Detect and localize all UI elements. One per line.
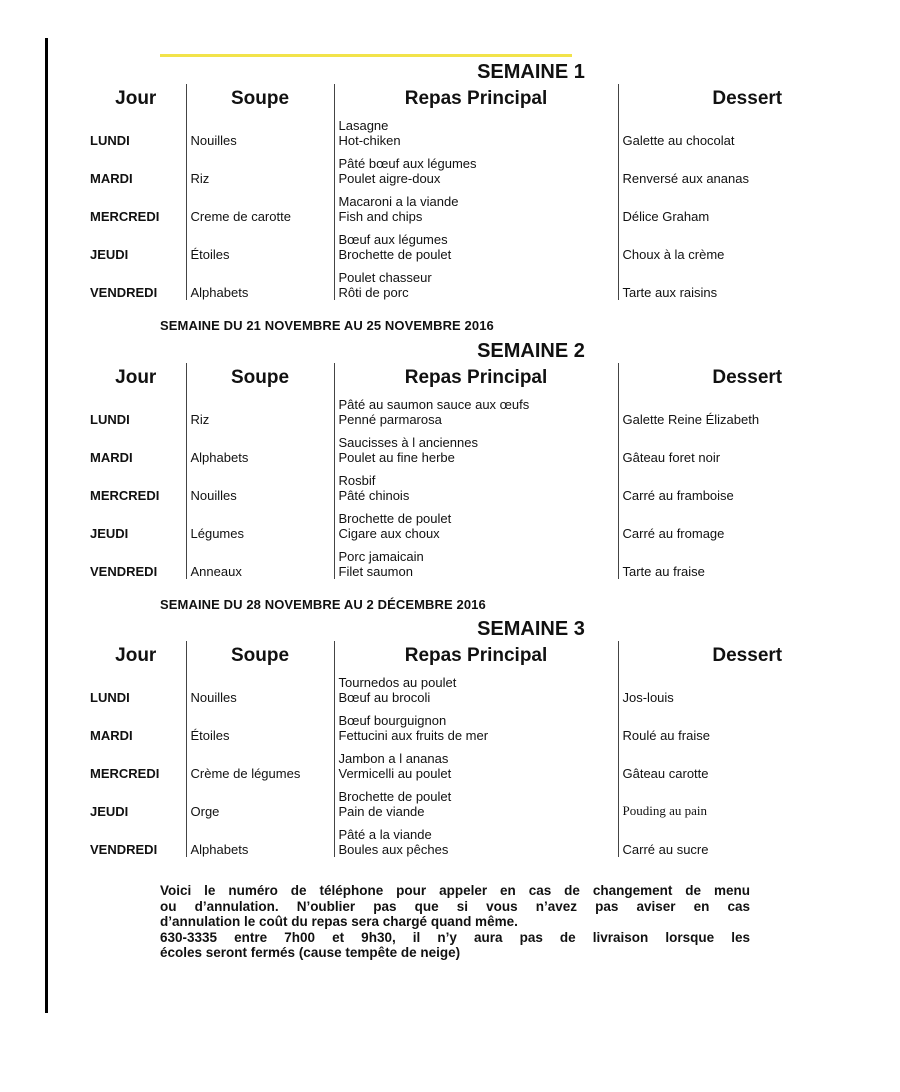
main-dish-cell xyxy=(334,465,618,503)
main-dish-cell xyxy=(334,186,618,224)
table-row xyxy=(86,781,876,819)
dessert-cell: Carré au sucre xyxy=(618,819,876,857)
soup-cell: Étoiles xyxy=(186,705,334,743)
table-row xyxy=(86,819,876,857)
table-row xyxy=(86,465,876,503)
dessert-cell: Galette Reine Élizabeth xyxy=(618,389,876,427)
table-row xyxy=(86,503,876,541)
column-header-main: Repas Principal xyxy=(334,363,618,389)
dessert-cell: Choux à la crème xyxy=(618,224,876,262)
dessert-cell: Renversé aux ananas xyxy=(618,148,876,186)
week-title: SEMAINE 2 xyxy=(477,340,585,362)
main-dish-cell xyxy=(334,705,618,743)
column-header-main: Repas Principal xyxy=(334,84,618,110)
day-cell: MERCREDI xyxy=(90,766,160,781)
table-row xyxy=(86,186,876,224)
day-cell: VENDREDI xyxy=(90,285,158,300)
soup-cell: Alphabets xyxy=(186,427,334,465)
day-cell: MARDI xyxy=(90,171,133,186)
day-cell: MARDI xyxy=(90,450,133,465)
day-cell: MERCREDI xyxy=(90,209,160,224)
week-title: SEMAINE 1 xyxy=(477,61,585,83)
table-row xyxy=(86,110,876,148)
main-dish-cell xyxy=(334,224,618,262)
main-dish-2: Rôti de porc xyxy=(338,285,409,300)
main-dish-1: Pâté au saumon sauce aux œufs xyxy=(338,397,530,412)
day-cell: LUNDI xyxy=(90,133,130,148)
dessert-cell: Gâteau foret noir xyxy=(618,427,876,465)
main-dish-1: Pâté a la viande xyxy=(338,827,432,842)
main-dish-2: Boules aux pêches xyxy=(338,842,449,857)
soup-cell: Nouilles xyxy=(186,667,334,705)
notice-line: écoles seront fermés (cause tempête de neige) xyxy=(160,945,461,960)
main-dish-2: Fish and chips xyxy=(338,209,423,224)
notice-line: d’annulation le coût du repas sera chargé quand même. xyxy=(160,914,518,929)
dessert-cell: Pouding au pain xyxy=(618,781,876,819)
dessert-cell: Roulé au fraise xyxy=(618,705,876,743)
dessert-cell: Gâteau carotte xyxy=(618,743,876,781)
main-dish-cell xyxy=(334,819,618,857)
dessert-cell: Tarte aux raisins xyxy=(618,262,876,300)
soup-cell: Étoiles xyxy=(186,224,334,262)
main-dish-1: Rosbif xyxy=(338,473,376,488)
main-dish-1: Macaroni a la viande xyxy=(338,194,459,209)
column-header-day: Jour xyxy=(115,367,157,388)
column-header-dessert: Dessert xyxy=(618,84,876,110)
column-header-dessert: Dessert xyxy=(618,363,876,389)
main-dish-2: Fettucini aux fruits de mer xyxy=(338,728,489,743)
column-header-soup: Soupe xyxy=(186,641,334,667)
main-dish-1: Tournedos au poulet xyxy=(338,675,457,690)
table-row xyxy=(86,705,876,743)
main-dish-2: Pâté chinois xyxy=(338,488,410,503)
day-cell: MERCREDI xyxy=(90,488,160,503)
day-cell: LUNDI xyxy=(90,412,130,427)
day-cell: VENDREDI xyxy=(90,564,158,579)
main-dish-2: Vermicelli au poulet xyxy=(338,766,452,781)
column-header-soup: Soupe xyxy=(186,363,334,389)
dessert-cell: Galette au chocolat xyxy=(618,110,876,148)
soup-cell: Riz xyxy=(186,148,334,186)
table-row xyxy=(86,389,876,427)
soup-cell: Nouilles xyxy=(186,465,334,503)
notice-line: 630-3335 entre 7h00 et 9h30, il n’y aura pas de livraison lorsque les xyxy=(160,929,750,945)
soup-cell: Nouilles xyxy=(186,110,334,148)
day-cell: JEUDI xyxy=(90,247,129,262)
column-header-day: Jour xyxy=(115,645,157,666)
notice-line: ou d’annulation. N’oublier pas que si vous n’avez pas aviser en cas xyxy=(160,898,750,914)
main-dish-cell xyxy=(334,427,618,465)
main-dish-2: Cigare aux choux xyxy=(338,526,440,541)
day-cell: JEUDI xyxy=(90,804,129,819)
day-cell: JEUDI xyxy=(90,526,129,541)
table-row xyxy=(86,262,876,300)
main-dish-1: Porc jamaicain xyxy=(338,549,424,564)
week-3-date-heading: SEMAINE DU 28 NOVEMBRE AU 2 DÉCEMBRE 2016 xyxy=(160,597,486,612)
main-dish-2: Penné parmarosa xyxy=(338,412,442,427)
main-dish-1: Jambon a l ananas xyxy=(338,751,449,766)
main-dish-cell xyxy=(334,148,618,186)
column-header-dessert: Dessert xyxy=(618,641,876,667)
main-dish-1: Brochette de poulet xyxy=(338,789,452,804)
main-dish-cell xyxy=(334,110,618,148)
main-dish-2: Poulet aigre-doux xyxy=(338,171,441,186)
dessert-cell: Carré au framboise xyxy=(618,465,876,503)
main-dish-cell xyxy=(334,781,618,819)
table-row xyxy=(86,743,876,781)
table-row xyxy=(86,541,876,579)
week-2-date-heading: SEMAINE DU 21 NOVEMBRE AU 25 NOVEMBRE 2016 xyxy=(160,318,494,333)
main-dish-2: Bœuf au brocoli xyxy=(338,690,431,705)
dessert-cell: Tarte au fraise xyxy=(618,541,876,579)
main-dish-2: Poulet au fine herbe xyxy=(338,450,455,465)
week-title: SEMAINE 3 xyxy=(477,618,585,640)
main-dish-2: Filet saumon xyxy=(338,564,413,579)
week-3-menu-table xyxy=(86,614,876,857)
main-dish-cell xyxy=(334,667,618,705)
week-2-menu-table xyxy=(86,336,876,579)
table-row xyxy=(86,148,876,186)
column-header-day: Jour xyxy=(115,88,157,109)
main-dish-cell xyxy=(334,503,618,541)
main-dish-1: Saucisses à l anciennes xyxy=(338,435,478,450)
day-cell: MARDI xyxy=(90,728,133,743)
left-margin-rule xyxy=(45,38,48,1013)
table-row xyxy=(86,667,876,705)
column-header-soup: Soupe xyxy=(186,84,334,110)
main-dish-1: Bœuf aux légumes xyxy=(338,232,448,247)
soup-cell: Riz xyxy=(186,389,334,427)
week-1-menu-table xyxy=(86,57,876,300)
soup-cell: Crème de légumes xyxy=(186,743,334,781)
main-dish-2: Brochette de poulet xyxy=(338,247,452,262)
main-dish-1: Pâté bœuf aux légumes xyxy=(338,156,477,171)
main-dish-2: Hot-chiken xyxy=(338,133,401,148)
column-header-main: Repas Principal xyxy=(334,641,618,667)
main-dish-1: Bœuf bourguignon xyxy=(338,713,447,728)
notice-line: Voici le numéro de téléphone pour appeler en cas de changement de menu xyxy=(160,883,750,898)
main-dish-2: Pain de viande xyxy=(338,804,425,819)
main-dish-1: Poulet chasseur xyxy=(338,270,432,285)
soup-cell: Alphabets xyxy=(186,262,334,300)
main-dish-cell xyxy=(334,389,618,427)
table-row xyxy=(86,427,876,465)
soup-cell: Creme de carotte xyxy=(186,186,334,224)
dessert-cell: Délice Graham xyxy=(618,186,876,224)
main-dish-1: Brochette de poulet xyxy=(338,511,452,526)
soup-cell: Orge xyxy=(186,781,334,819)
main-dish-1: Lasagne xyxy=(338,118,389,133)
contact-notice xyxy=(160,883,750,961)
day-cell: VENDREDI xyxy=(90,842,158,857)
main-dish-cell xyxy=(334,541,618,579)
table-row xyxy=(86,224,876,262)
dessert-cell: Jos-louis xyxy=(618,667,876,705)
main-dish-cell xyxy=(334,743,618,781)
soup-cell: Anneaux xyxy=(186,541,334,579)
soup-cell: Alphabets xyxy=(186,819,334,857)
day-cell: LUNDI xyxy=(90,690,130,705)
soup-cell: Légumes xyxy=(186,503,334,541)
main-dish-cell xyxy=(334,262,618,300)
dessert-cell: Carré au fromage xyxy=(618,503,876,541)
